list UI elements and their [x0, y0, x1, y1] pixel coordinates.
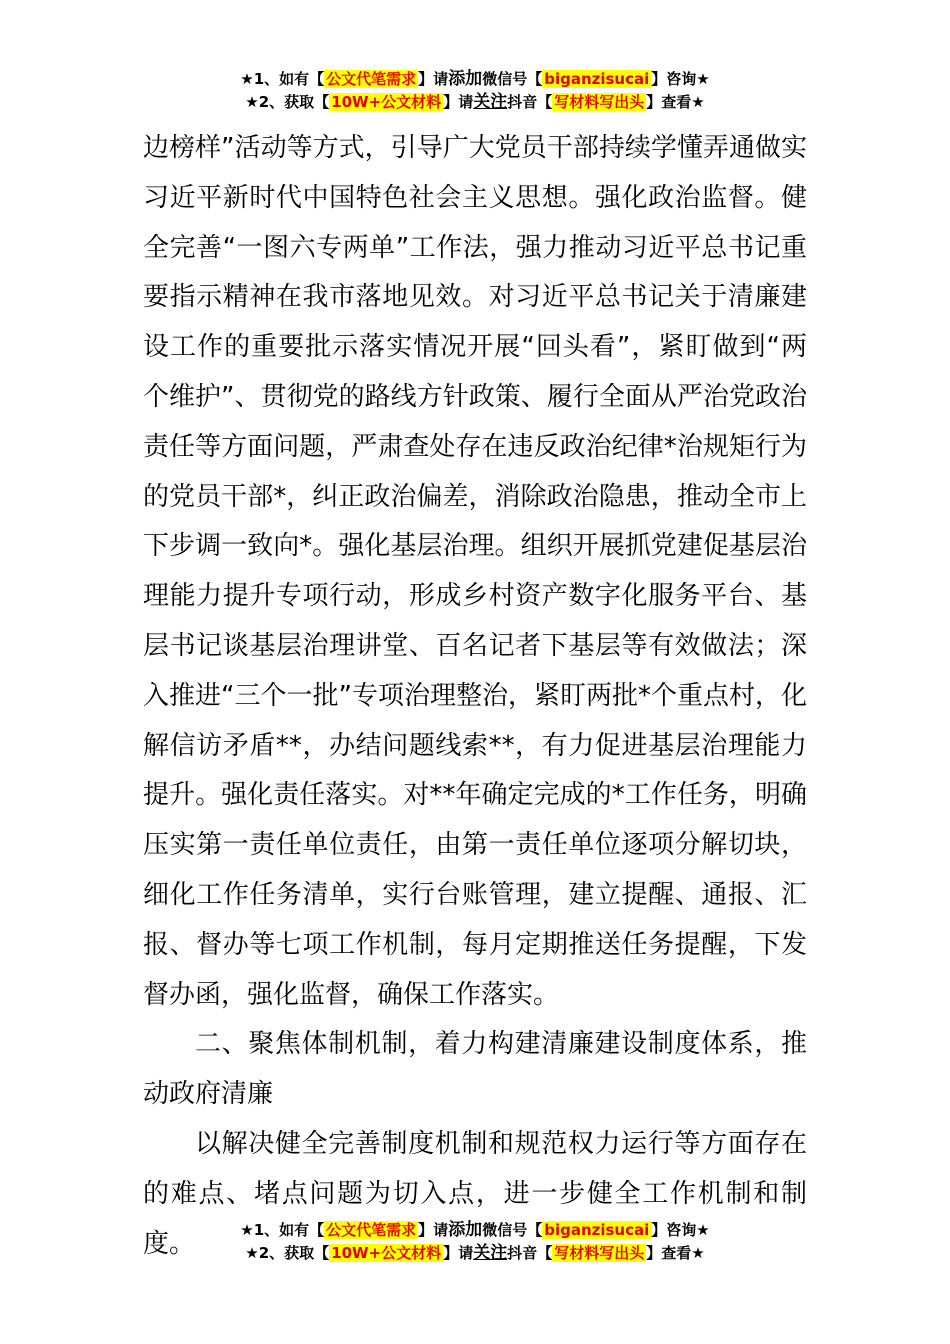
header-line-2: [0, 91, 950, 114]
header-emphasis-follow: 关注: [473, 92, 508, 112]
footer-line-1-suffix: 】咨询★: [651, 1221, 710, 1239]
header-banner: [0, 68, 950, 114]
header-line-1-suffix: 】咨询★: [651, 70, 710, 88]
footer-highlight-douyin: 写材料写出头: [554, 1244, 645, 1262]
footer-banner: [0, 1219, 950, 1265]
footer-highlight-service: 公文代笔需求: [326, 1221, 417, 1239]
body-paragraph-1: 边榜样”活动等方式，引导广大党员干部持续学懂弄通做实习近平新时代中国特色社会主义思想。强化政治监督。健全完善“一图六专两单”工作法，强力推动习近平总书记重要指示精神在我市落地见效。对习近平总书记关于清廉建设工作的重要批示落实情况开展“回头看”，紧盯做到“两个维护”、贯彻党的路线方针政策、履行全面从严治党政治责任等方面问题，严肃查处存在违反政治纪律*治规矩行为的党员干部*，纠正政治偏差，消除政治隐患，推动全市上下步调一致向*。强化基层治理。组织开展抓党建促基层治理能力提升专项行动，形成乡村资产数字化服务平台、基层书记谈基层治理讲堂、百名记者下基层等有效做法；深入推进“三个一批”专项治理整治，紧盯两批*个重点村，化解信访矛盾**，办结问题线索**，有力促进基层治理能力提升。强化责任落实。对**年确定完成的*工作任务，明确压实第一责任单位责任，由第一责任单位逐项分解切块，细化工作任务清单，实行台账管理，建立提醒、通报、汇报、督办等七项工作机制，每月定期推送任务提醒，下发督办函，强化监督，确保工作落实。: [143, 133, 807, 1010]
header-highlight-wechat: biganzisucai: [544, 70, 650, 88]
header-line-1-text-2: 微信号【: [482, 70, 543, 88]
body-paragraph-2: 以解决健全完善制度机制和规范权力运行等方面存在的难点、堵点问题为切入点，进一步健全工作机制和制度。: [143, 1128, 807, 1259]
header-line-1-text: 】请: [418, 70, 449, 88]
header-line-2-prefix: ★2、获取【: [245, 93, 330, 111]
footer-highlight-wechat: biganzisucai: [544, 1221, 650, 1239]
footer-line-1-prefix: ★1、如有【: [240, 1221, 325, 1239]
footer-line-2-text: 】请: [443, 1244, 474, 1262]
header-highlight-materials: 10W+公文材料: [331, 93, 442, 111]
section-heading-2: 二、聚焦体制机制，着力构建清廉建设制度体系，推动政府清廉: [143, 1029, 807, 1110]
header-line-1: [0, 68, 950, 91]
footer-highlight-materials: 10W+公文材料: [331, 1244, 442, 1262]
footer-line-1-text: 】请: [418, 1221, 449, 1239]
header-line-2-text: 】请: [443, 93, 474, 111]
footer-emphasis-add: 添加: [448, 1220, 483, 1240]
footer-line-1: [0, 1219, 950, 1242]
footer-line-1-text-2: 微信号【: [482, 1221, 543, 1239]
footer-line-2: [0, 1242, 950, 1265]
footer-line-2-prefix: ★2、获取【: [245, 1244, 330, 1262]
header-highlight-douyin: 写材料写出头: [554, 93, 645, 111]
header-highlight-service: 公文代笔需求: [326, 70, 417, 88]
footer-line-2-suffix: 】查看★: [646, 1244, 705, 1262]
footer-line-2-text-2: 抖音【: [507, 1244, 553, 1262]
header-line-2-suffix: 】查看★: [646, 93, 705, 111]
header-line-1-prefix: ★1、如有【: [240, 70, 325, 88]
header-line-2-text-2: 抖音【: [507, 93, 553, 111]
header-emphasis-add: 添加: [448, 69, 483, 89]
footer-emphasis-follow: 关注: [473, 1243, 508, 1263]
document-body: [143, 124, 807, 1269]
